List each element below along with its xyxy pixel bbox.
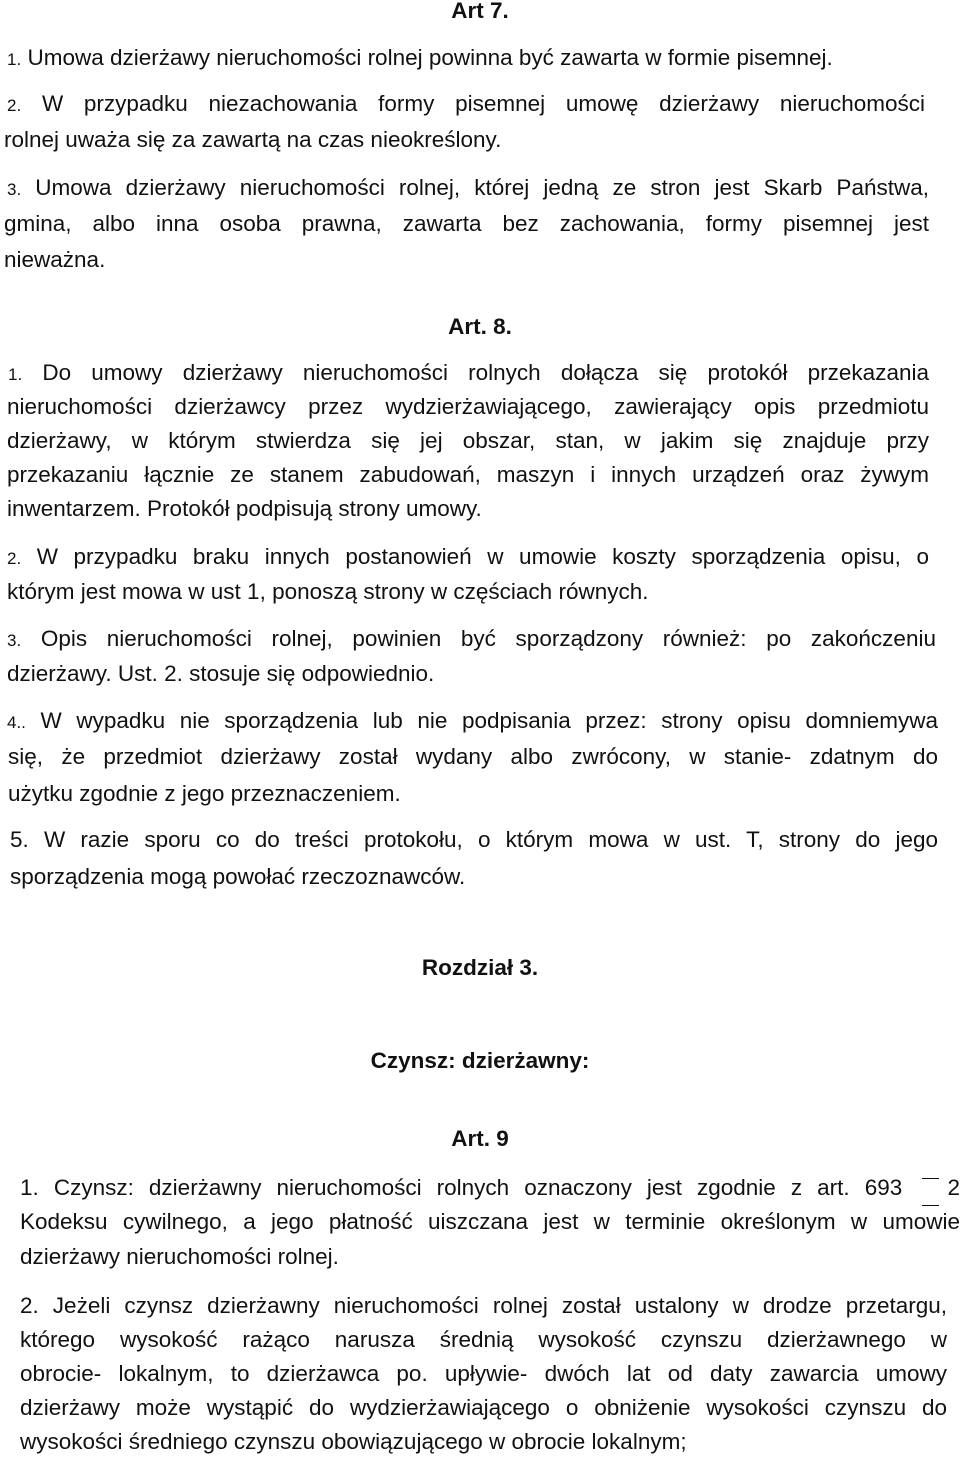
art8-p2-line2: którym jest mowa w ust 1, ponoszą strony w częściach równych.: [7, 579, 649, 604]
art8-p5-line2: sporządzenia mogą powołać rzeczoznawców.: [10, 864, 466, 889]
art7-p2-number: 2.: [7, 96, 22, 115]
art8-p4-text1: W wypadku nie sporządzenia lub nie podpisania przez: strony opisu domniemywa: [40, 708, 938, 733]
art9-p2-line5: wysokości średniego czynszu obowiązującego w obrocie lokalnym;: [20, 1429, 687, 1454]
art8-p4-line1: [7, 706, 938, 738]
art8-p3-text1: Opis nieruchomości rolnej, powinien być sporządzony również: po zakończeniu: [40, 626, 936, 651]
art7-p2-line1: [7, 89, 925, 121]
art8-p1-line2: nieruchomości dzierżawcy przez wydzierżawiającego, zawierający opis przedmiotu: [7, 394, 929, 419]
art7-p1-text: Umowa dzierżawy nieruchomości rolnej powinna być zawarta w formie pisemnej.: [27, 45, 833, 70]
art8-p1-line3: dzierżawy, w którym stwierdza się jej obszar, stan, w jakim się znajduje przy: [7, 428, 929, 453]
art9-p2-line2: którego wysokość rażąco narusza średnią wysokość czynszu dzierżawnego w: [20, 1327, 947, 1352]
art8-p2-line1: [7, 542, 929, 574]
art8-p3-number: 3.: [7, 631, 22, 650]
art7-p3-line3: nieważna.: [4, 247, 106, 272]
art9-p1-line3: dzierżawy nieruchomości rolnej.: [20, 1244, 339, 1269]
art8-p1-line4: przekazaniu łącznie ze stanem zabudowań, maszyn i innych urządzeń oraz żywym: [7, 462, 929, 487]
chapter-subtitle: Czynsz: dzierżawny:: [370, 1048, 590, 1073]
art8-p4-line2: się, że przedmiot dzierżawy został wydany albo zwrócony, w stanie- zdatnym do: [8, 744, 938, 769]
art9-p2-line4: dzierżawy może wystąpić do wydzierżawiającego o obniżenie wysokości czynszu do: [20, 1395, 947, 1420]
art8-p3-line1: [7, 624, 936, 656]
art7-p1-line1: [7, 43, 833, 75]
art9-p1-text1: 1. Czynsz: dzierżawny nieruchomości rolnych oznaczony jest zgodnie z art. 693: [20, 1175, 903, 1200]
art7-p3-line1: [7, 173, 929, 205]
art8-p3-line2: dzierżawy. Ust. 2. stosuje się odpowiednio.: [7, 661, 435, 686]
art7-p2-text1: W przypadku niezachowania formy pisemnej umowę dzierżawy nieruchomości: [41, 91, 925, 116]
art7-heading: Art 7.: [451, 0, 509, 23]
art8-p5-line1: 5. W razie sporu co do treści protokołu, o którym mowa w ust. T, strony do jego: [10, 827, 938, 852]
art9-p1-line1: [20, 1173, 960, 1203]
art9-p2-line1: 2. Jeżeli czynsz dzierżawny nieruchomości rolnej został ustalony w drodze przetargu,: [20, 1293, 947, 1318]
section-sign-icon: [922, 1178, 939, 1206]
art7-p1-number: 1.: [7, 50, 22, 69]
art8-p4-number: 4..: [7, 713, 26, 732]
art8-p2-text1: W przypadku braku innych postanowień w umowie koszty sporządzenia opisu, o: [36, 544, 929, 569]
art8-p1-text1: Do umowy dzierżawy nieruchomości rolnych dołącza się protokół przekazania: [42, 360, 929, 385]
art9-p2-line3: obrocie- lokalnym, to dzierżawca po. upływie- dwóch lat od daty zawarcia umowy: [20, 1361, 947, 1386]
art8-p1-line1: [8, 358, 929, 390]
art7-p3-line2: gmina, albo inna osoba prawna, zawarta bez zachowania, formy pisemnej jest: [4, 211, 929, 236]
art7-p2-line2: rolnej uważa się za zawartą na czas nieokreślony.: [4, 127, 502, 152]
art8-p1-number: 1.: [8, 365, 23, 384]
art7-p3-number: 3.: [7, 180, 22, 199]
art9-heading: Art. 9: [451, 1126, 509, 1151]
art9-p1-text1-end: 2: [947, 1175, 960, 1200]
art7-p3-text1: Umowa dzierżawy nieruchomości rolnej, której jedną ze stron jest Skarb Państwa,: [35, 175, 929, 200]
chapter-title: Rozdział 3.: [421, 955, 539, 980]
art8-p2-number: 2.: [7, 549, 22, 568]
art8-p4-line3: użytku zgodnie z jego przeznaczeniem.: [8, 781, 401, 806]
art8-p1-line5: inwentarzem. Protokół podpisują strony umowy.: [7, 496, 482, 521]
art8-heading: Art. 8.: [448, 314, 512, 339]
art9-p1-line2: Kodeksu cywilnego, a jego płatność uiszczana jest w terminie określonym w umowie: [20, 1209, 960, 1234]
section-sign-mark: [917, 1173, 932, 1203]
